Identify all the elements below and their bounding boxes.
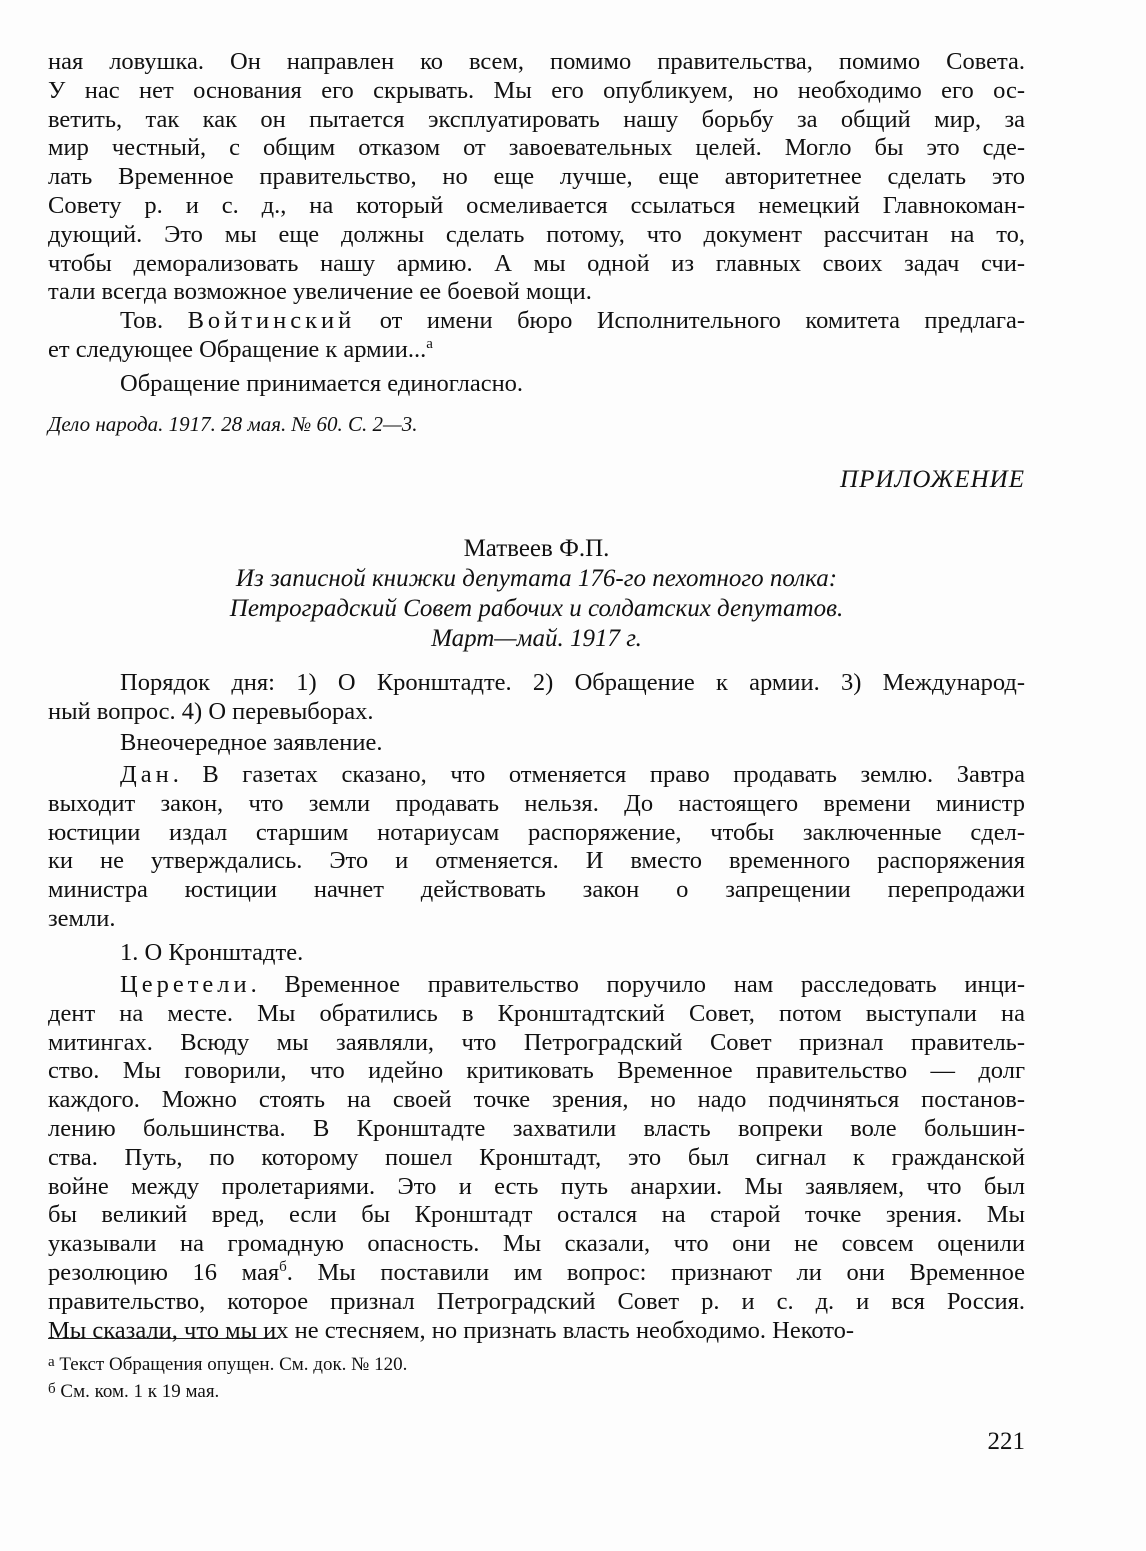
text-segment: . Временное правительство поручило нам расследовать инци- [250, 971, 1025, 998]
title-line: Петроградский Совет рабочих и солдатских депутатов. [229, 595, 844, 622]
text-segment: У нас нет основания его скрывать. Мы его опубликуем, но необходимо его ос- [48, 76, 1025, 104]
text-line [48, 307, 1025, 336]
text-line [48, 1259, 1025, 1288]
paragraph-extra [48, 729, 1025, 758]
text-line [48, 790, 1025, 819]
text-line [48, 729, 1025, 758]
text-segment: указывали на громадную опасность. Мы сказали, что они не совсем оценили [48, 1230, 1025, 1258]
text-line [48, 1317, 1025, 1346]
text-line [48, 905, 1025, 934]
text-segment: Мы сказали, что мы их не стесняем, но признать власть необходимо. Некото- [48, 1316, 855, 1344]
text-segment: Тов. [120, 307, 188, 334]
footnote [48, 1381, 219, 1403]
text-segment: войне между пролетариями. Это и есть путь анархии. Мы заявляем, что был [48, 1172, 1025, 1200]
text-segment: резолюцию 16 мая [48, 1258, 280, 1286]
text-line [48, 1057, 1025, 1086]
text-line [48, 278, 1025, 307]
text-segment: ки не утверждались. Это и отменяется. И вместо временного распоряжения [48, 847, 1025, 875]
text-segment: ный вопрос. 4) О перевыборах. [48, 697, 374, 725]
text-line [48, 847, 1025, 876]
text-segment: ет следующее Обращение к армии... [48, 335, 427, 363]
text-line [48, 106, 1025, 135]
title-line: Март—май. 1917 г. [431, 625, 642, 652]
text-segment: . В газетах сказано, что отменяется право продавать землю. Завтра [172, 761, 1025, 788]
footnote-mark: а [48, 1354, 55, 1370]
text-line [48, 48, 1025, 77]
footnote [48, 1354, 407, 1376]
page-number: 221 [987, 1428, 1025, 1455]
text-segment: ство. Мы говорили, что идейно критиковать Временное правительство — долг [48, 1057, 1025, 1085]
footnote-text: Текст Обращения опущен. См. док. № 120. [59, 1354, 408, 1375]
appendix-heading [48, 534, 1025, 654]
speaker-name: Дан [120, 761, 173, 788]
text-line [48, 1144, 1025, 1173]
paragraph-dan [48, 761, 1025, 934]
text-line [48, 134, 1025, 163]
text-segment: правительство, которое признал Петроградский Совет р. и с. д. и вся Россия. [48, 1287, 1025, 1315]
text-segment: чтобы деморализовать нашу армию. А мы одной из главных своих задач счи- [48, 249, 1025, 277]
text-line [48, 192, 1025, 221]
paragraph-accepted [48, 370, 1025, 399]
text-segment: министра юстиции начнет действовать закон о запрещении перепродажи [48, 876, 1025, 904]
appendix-label: ПРИЛОЖЕНИЕ [840, 466, 1025, 493]
title-line: Из записной книжки депутата 176-го пехотного полка: [235, 565, 838, 592]
text-line [48, 1201, 1025, 1230]
text-line [48, 1173, 1025, 1202]
text-segment: Обращение принимается единогласно. [120, 370, 524, 397]
text-line [48, 1086, 1025, 1115]
text-segment: Совету р. и с. д., на который осмеливается ссылаться немецкий Главнокоман- [48, 191, 1025, 219]
text-line [48, 819, 1025, 848]
text-line [48, 250, 1025, 279]
text-segment: лению большинства. В Кронштадте захватили власть вопреки воле большин- [48, 1114, 1025, 1142]
text-segment: . Мы поставили им вопрос: признают ли они Временное [286, 1258, 1026, 1286]
text-line [48, 1029, 1025, 1058]
text-segment: митингах. Всюду мы заявляли, что Петроградский Совет признал правитель- [48, 1028, 1025, 1056]
text-segment: лать Временное правительство, но еще лучше, еще авторитетнее сделать это [48, 163, 1025, 191]
text-segment: бы великий вред, если бы Кронштадт остался на старой точке зрения. Мы [48, 1201, 1025, 1229]
text-segment: ветить, так как он пытается эксплуатировать нашу борьбу за общий мир, за [48, 105, 1025, 133]
text-segment: ства. Путь, по которому пошел Кронштадт, это был сигнал к гражданской [48, 1143, 1025, 1171]
text-line [48, 876, 1025, 905]
text-line [48, 1230, 1025, 1259]
text-line [48, 971, 1025, 1000]
footnote-ref: а [426, 335, 433, 352]
paragraph-continuation [48, 48, 1025, 307]
text-line [48, 336, 1025, 365]
footnote-ref: б [279, 1258, 287, 1275]
text-segment: земли. [48, 904, 116, 932]
text-line [48, 698, 1025, 727]
paragraph-item1 [48, 939, 1025, 968]
footnote-mark: б [48, 1381, 56, 1397]
text-segment: каждого. Можно стоять на своей точке зрения, но надо подчиняться постанов- [48, 1086, 1025, 1114]
text-line [48, 163, 1025, 192]
text-line [48, 221, 1025, 250]
text-segment: дент на месте. Мы обратились в Кронштадтский Совет, потом выступали на [48, 999, 1025, 1027]
text-segment: Внеочередное заявление. [120, 729, 383, 756]
text-line [48, 669, 1025, 698]
text-segment: выходит закон, что земли продавать нельзя. До настоящего времени министр [48, 789, 1025, 817]
text-line [48, 1115, 1025, 1144]
footnote-text: См. ком. 1 к 19 мая. [60, 1381, 220, 1402]
paragraph-agenda [48, 669, 1025, 727]
speaker-name: Войтинский [187, 307, 356, 334]
author: Матвеев Ф.П. [463, 535, 610, 562]
text-segment: мир честный, с общим отказом от завоевательных целей. Могло бы это сде- [48, 134, 1025, 162]
text-line [48, 939, 1025, 968]
text-line [48, 761, 1025, 790]
text-segment: Порядок дня: 1) О Кронштадте. 2) Обращение к армии. 3) Международ- [120, 669, 1025, 696]
text-line [48, 1000, 1025, 1029]
text-segment: 1. О Кронштадте. [120, 939, 304, 966]
text-line [48, 77, 1025, 106]
speaker-name: Церетели [120, 971, 251, 998]
source-citation: Дело народа. 1917. 28 мая. № 60. С. 2—3. [48, 412, 418, 436]
paragraph-tsereteli [48, 971, 1025, 1345]
text-segment: ная ловушка. Он направлен ко всем, помимо правительства, помимо Совета. [48, 48, 1025, 75]
text-segment: дующий. Это мы еще должны сделать потому, что документ рассчитан на то, [48, 220, 1025, 248]
text-segment: юстиции издал старшим нотариусам распоряжение, чтобы заключенные сдел- [48, 818, 1025, 846]
paragraph-voitinsky [48, 307, 1025, 365]
text-line [48, 1288, 1025, 1317]
text-line [48, 370, 1025, 399]
text-segment: от имени бюро Исполнительного комитета предлага- [355, 307, 1025, 334]
text-segment: тали всегда возможное увеличение ее боевой мощи. [48, 278, 592, 306]
